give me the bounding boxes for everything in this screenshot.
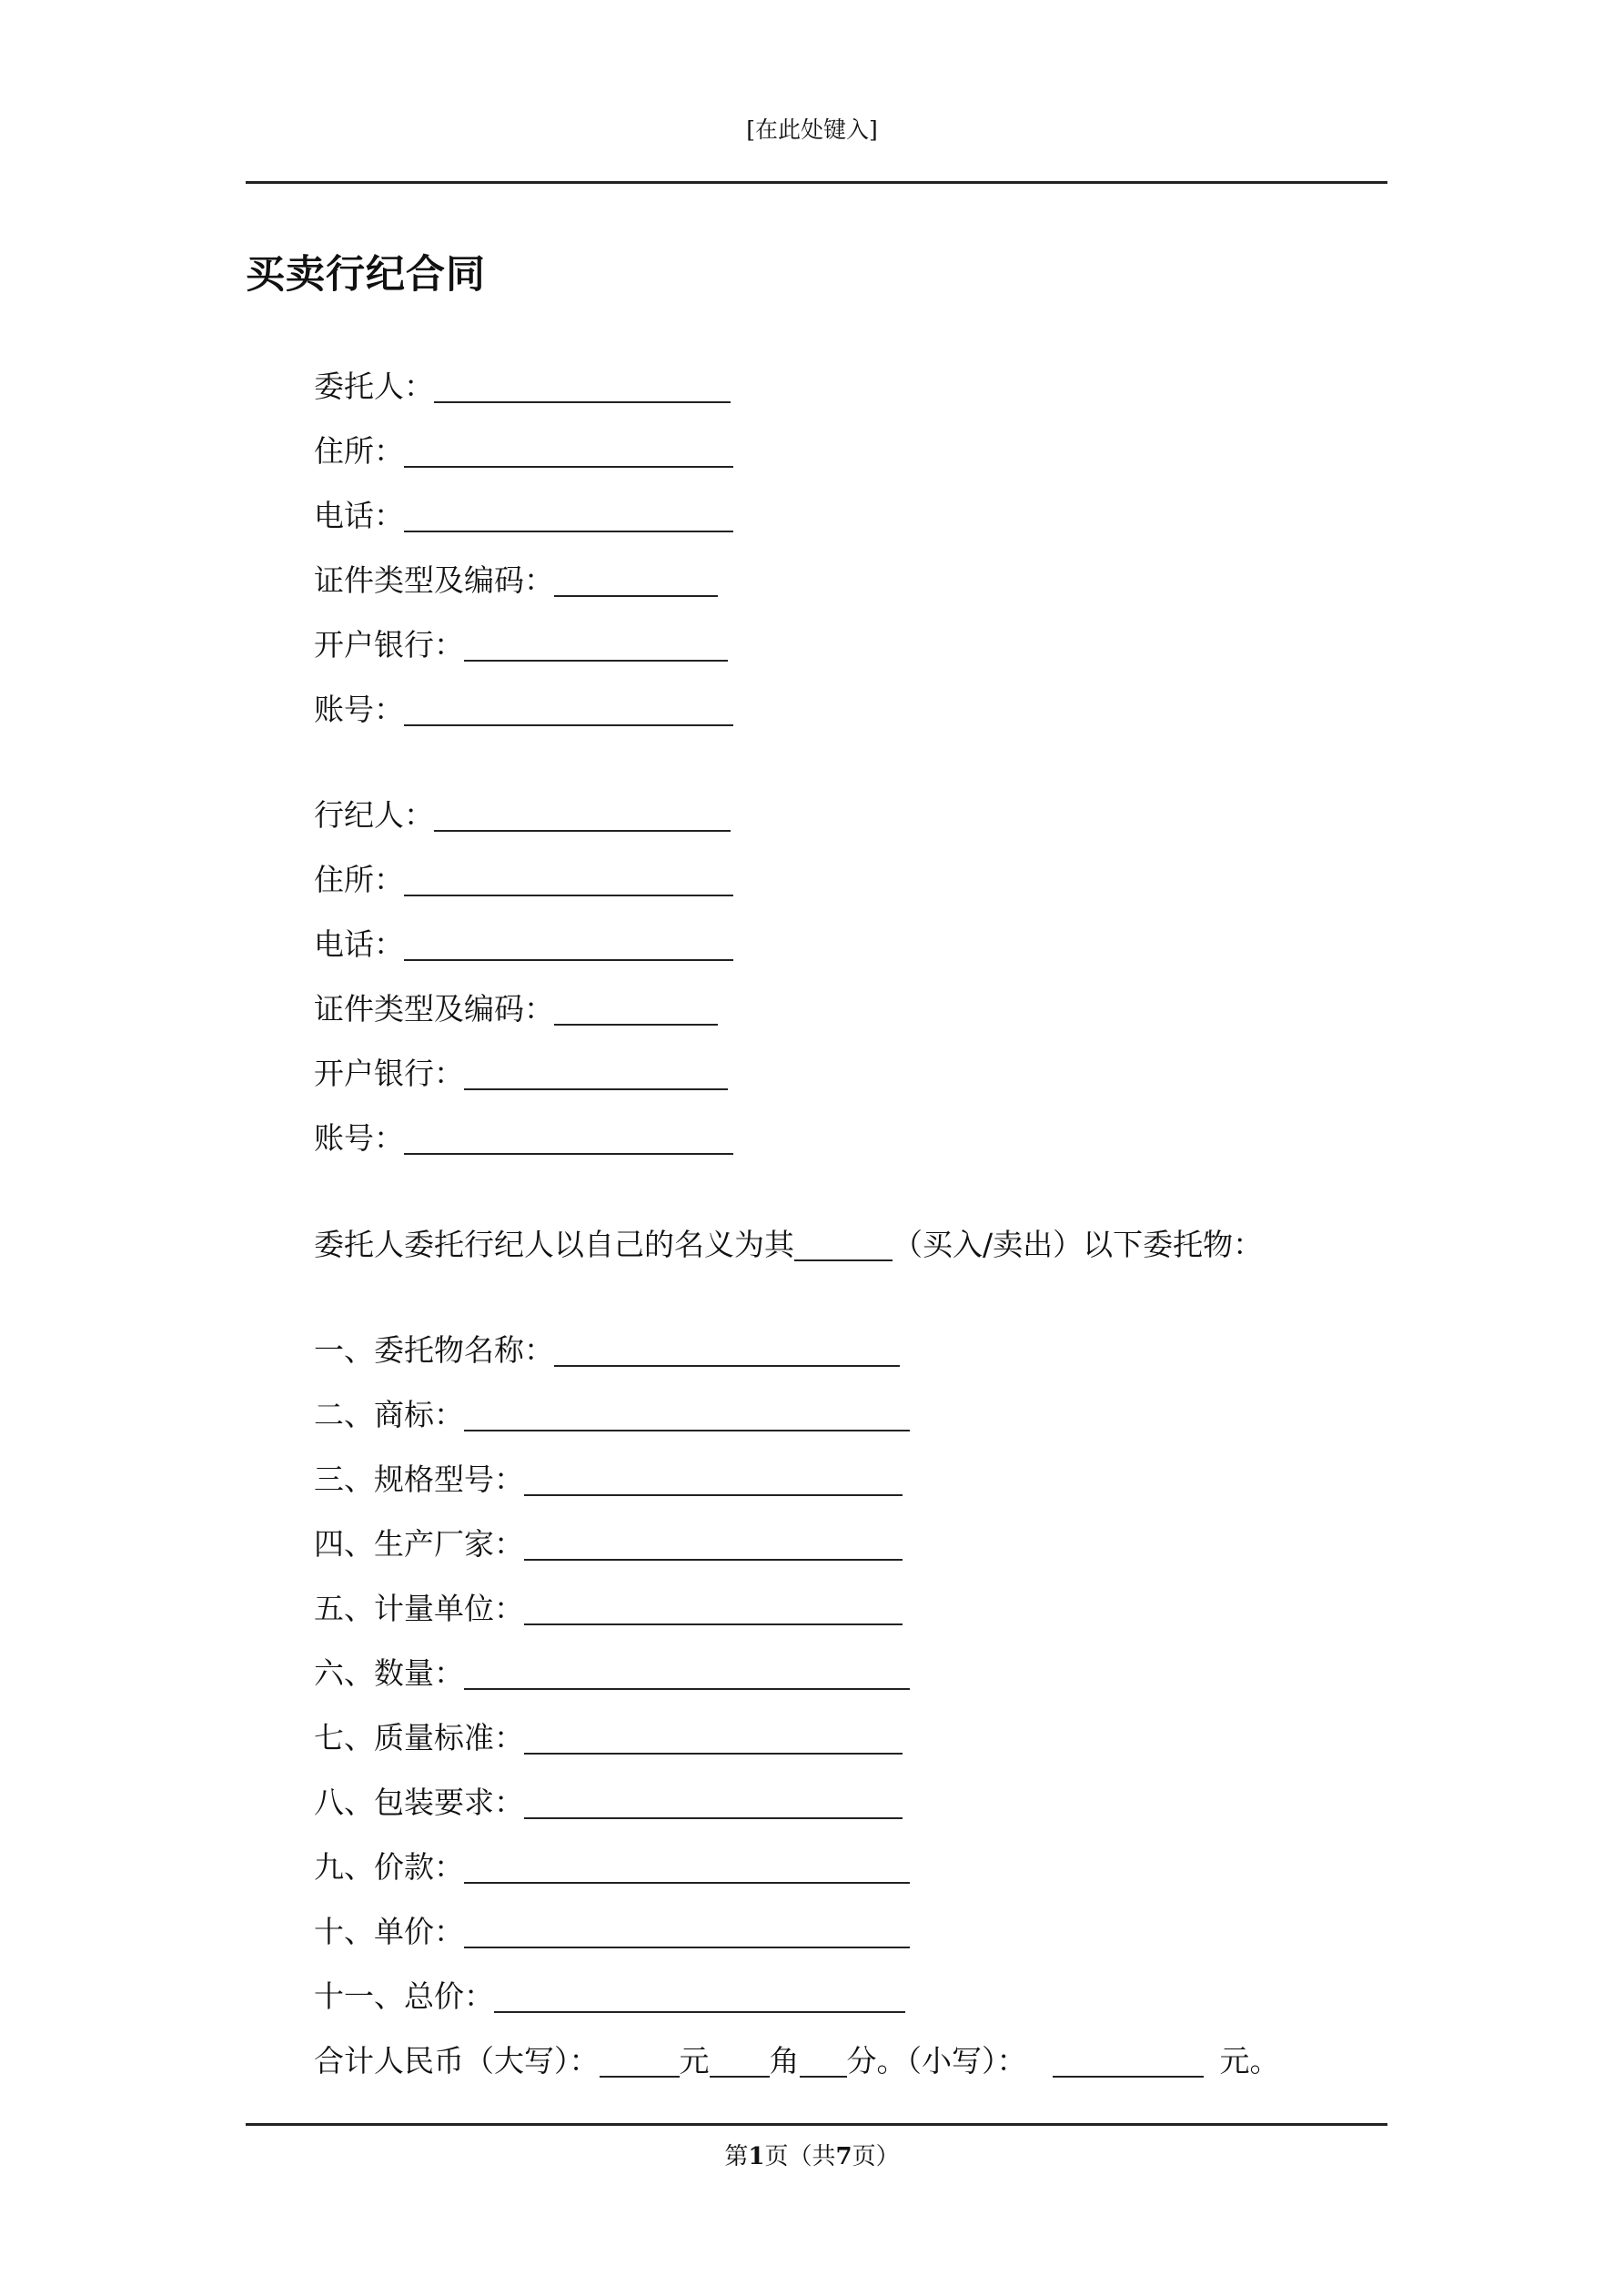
footer-suffix: 页） — [852, 2143, 900, 2170]
item-field[interactable] — [524, 1596, 903, 1625]
client-account-field[interactable] — [404, 697, 733, 726]
client-name-label: 委托人： — [314, 369, 434, 404]
item-field[interactable] — [464, 1919, 910, 1948]
broker-name-row — [314, 795, 731, 835]
item-label: 四、生产厂家： — [314, 1526, 524, 1562]
broker-address-field[interactable] — [404, 867, 733, 896]
total-fen-unit: 分。（小写）： — [846, 2043, 1027, 2079]
item-row — [314, 1718, 903, 1758]
client-address-label: 住所： — [314, 433, 404, 469]
client-id-label: 证件类型及编码： — [314, 562, 554, 598]
broker-bank-field[interactable] — [464, 1061, 728, 1090]
client-address-field[interactable] — [404, 439, 733, 468]
item-field[interactable] — [464, 1855, 910, 1884]
intro-text-before: 委托人委托行纪人以自己的名义为其 — [314, 1227, 794, 1262]
item-row — [314, 1460, 903, 1500]
intro-sentence — [314, 1225, 1263, 1265]
client-bank-label: 开户银行： — [314, 627, 464, 663]
footer-divider — [246, 2123, 1387, 2126]
total-yuan-field[interactable] — [600, 2048, 680, 2078]
intro-text-after: （买入/卖出）以下委托物： — [893, 1227, 1264, 1262]
client-id-row — [314, 561, 718, 601]
total-amount-row — [314, 2041, 1280, 2081]
total-page-number: 7 — [835, 2143, 852, 2170]
footer-middle: 页（共 — [764, 2143, 836, 2170]
total-prefix: 合计人民币（大写）： — [314, 2043, 600, 2079]
item-row — [314, 1395, 910, 1435]
item-field[interactable] — [464, 1661, 910, 1690]
item-label: 三、规格型号： — [314, 1462, 524, 1497]
broker-id-field[interactable] — [554, 996, 718, 1026]
total-numeric-field[interactable] — [1053, 2048, 1204, 2078]
total-yuan-unit: 元 — [679, 2043, 710, 2079]
client-phone-field[interactable] — [404, 503, 733, 532]
client-account-label: 账号： — [314, 692, 404, 727]
client-bank-field[interactable] — [464, 632, 728, 662]
page-footer — [0, 2140, 1624, 2173]
broker-bank-row — [314, 1054, 728, 1094]
total-fen-field[interactable] — [800, 2048, 847, 2078]
footer-prefix: 第 — [724, 2143, 749, 2170]
broker-bank-label: 开户银行： — [314, 1056, 464, 1091]
item-field[interactable] — [524, 1790, 903, 1819]
broker-name-label: 行纪人： — [314, 797, 434, 833]
page-header: [在此处键入] — [746, 116, 878, 143]
item-label: 六、数量： — [314, 1655, 464, 1691]
item-row — [314, 1977, 905, 2017]
client-name-row — [314, 367, 731, 407]
document-title: 买卖行纪合同 — [246, 252, 486, 298]
item-label: 八、包装要求： — [314, 1785, 524, 1820]
broker-address-label: 住所： — [314, 862, 404, 897]
broker-name-field[interactable] — [434, 803, 731, 832]
broker-phone-row — [314, 925, 733, 965]
client-address-row — [314, 431, 733, 471]
item-field[interactable] — [554, 1338, 900, 1367]
item-field[interactable] — [524, 1725, 903, 1755]
header-divider — [246, 181, 1387, 184]
item-row — [314, 1589, 903, 1629]
item-label: 七、质量标准： — [314, 1720, 524, 1755]
item-field[interactable] — [524, 1532, 903, 1561]
broker-id-row — [314, 989, 718, 1029]
total-suffix: 元。 — [1219, 2043, 1280, 2079]
item-label: 十、单价： — [314, 1914, 464, 1949]
item-field[interactable] — [494, 1984, 905, 2013]
item-row — [314, 1524, 903, 1564]
item-label: 十一、总价： — [314, 1978, 494, 2014]
item-field[interactable] — [524, 1467, 903, 1496]
broker-account-field[interactable] — [404, 1126, 733, 1155]
total-jiao-field[interactable] — [710, 2048, 770, 2078]
client-phone-row — [314, 496, 733, 536]
current-page-number: 1 — [748, 2143, 765, 2170]
total-jiao-unit: 角 — [769, 2043, 800, 2079]
broker-phone-field[interactable] — [404, 932, 733, 961]
client-id-field[interactable] — [554, 568, 718, 597]
buy-sell-field[interactable] — [794, 1232, 893, 1261]
client-account-row — [314, 690, 733, 730]
item-row — [314, 1783, 903, 1823]
item-field[interactable] — [464, 1402, 910, 1431]
broker-id-label: 证件类型及编码： — [314, 991, 554, 1027]
client-name-field[interactable] — [434, 374, 731, 403]
broker-account-label: 账号： — [314, 1120, 404, 1156]
broker-address-row — [314, 860, 733, 900]
client-bank-row — [314, 625, 728, 665]
broker-phone-label: 电话： — [314, 926, 404, 962]
broker-account-row — [314, 1118, 733, 1158]
item-row — [314, 1330, 900, 1371]
item-label: 二、商标： — [314, 1397, 464, 1432]
item-row — [314, 1847, 910, 1887]
item-row — [314, 1654, 910, 1694]
item-label: 一、委托物名称： — [314, 1332, 554, 1368]
item-row — [314, 1912, 910, 1952]
item-label: 九、价款： — [314, 1849, 464, 1885]
client-phone-label: 电话： — [314, 498, 404, 533]
item-label: 五、计量单位： — [314, 1591, 524, 1626]
